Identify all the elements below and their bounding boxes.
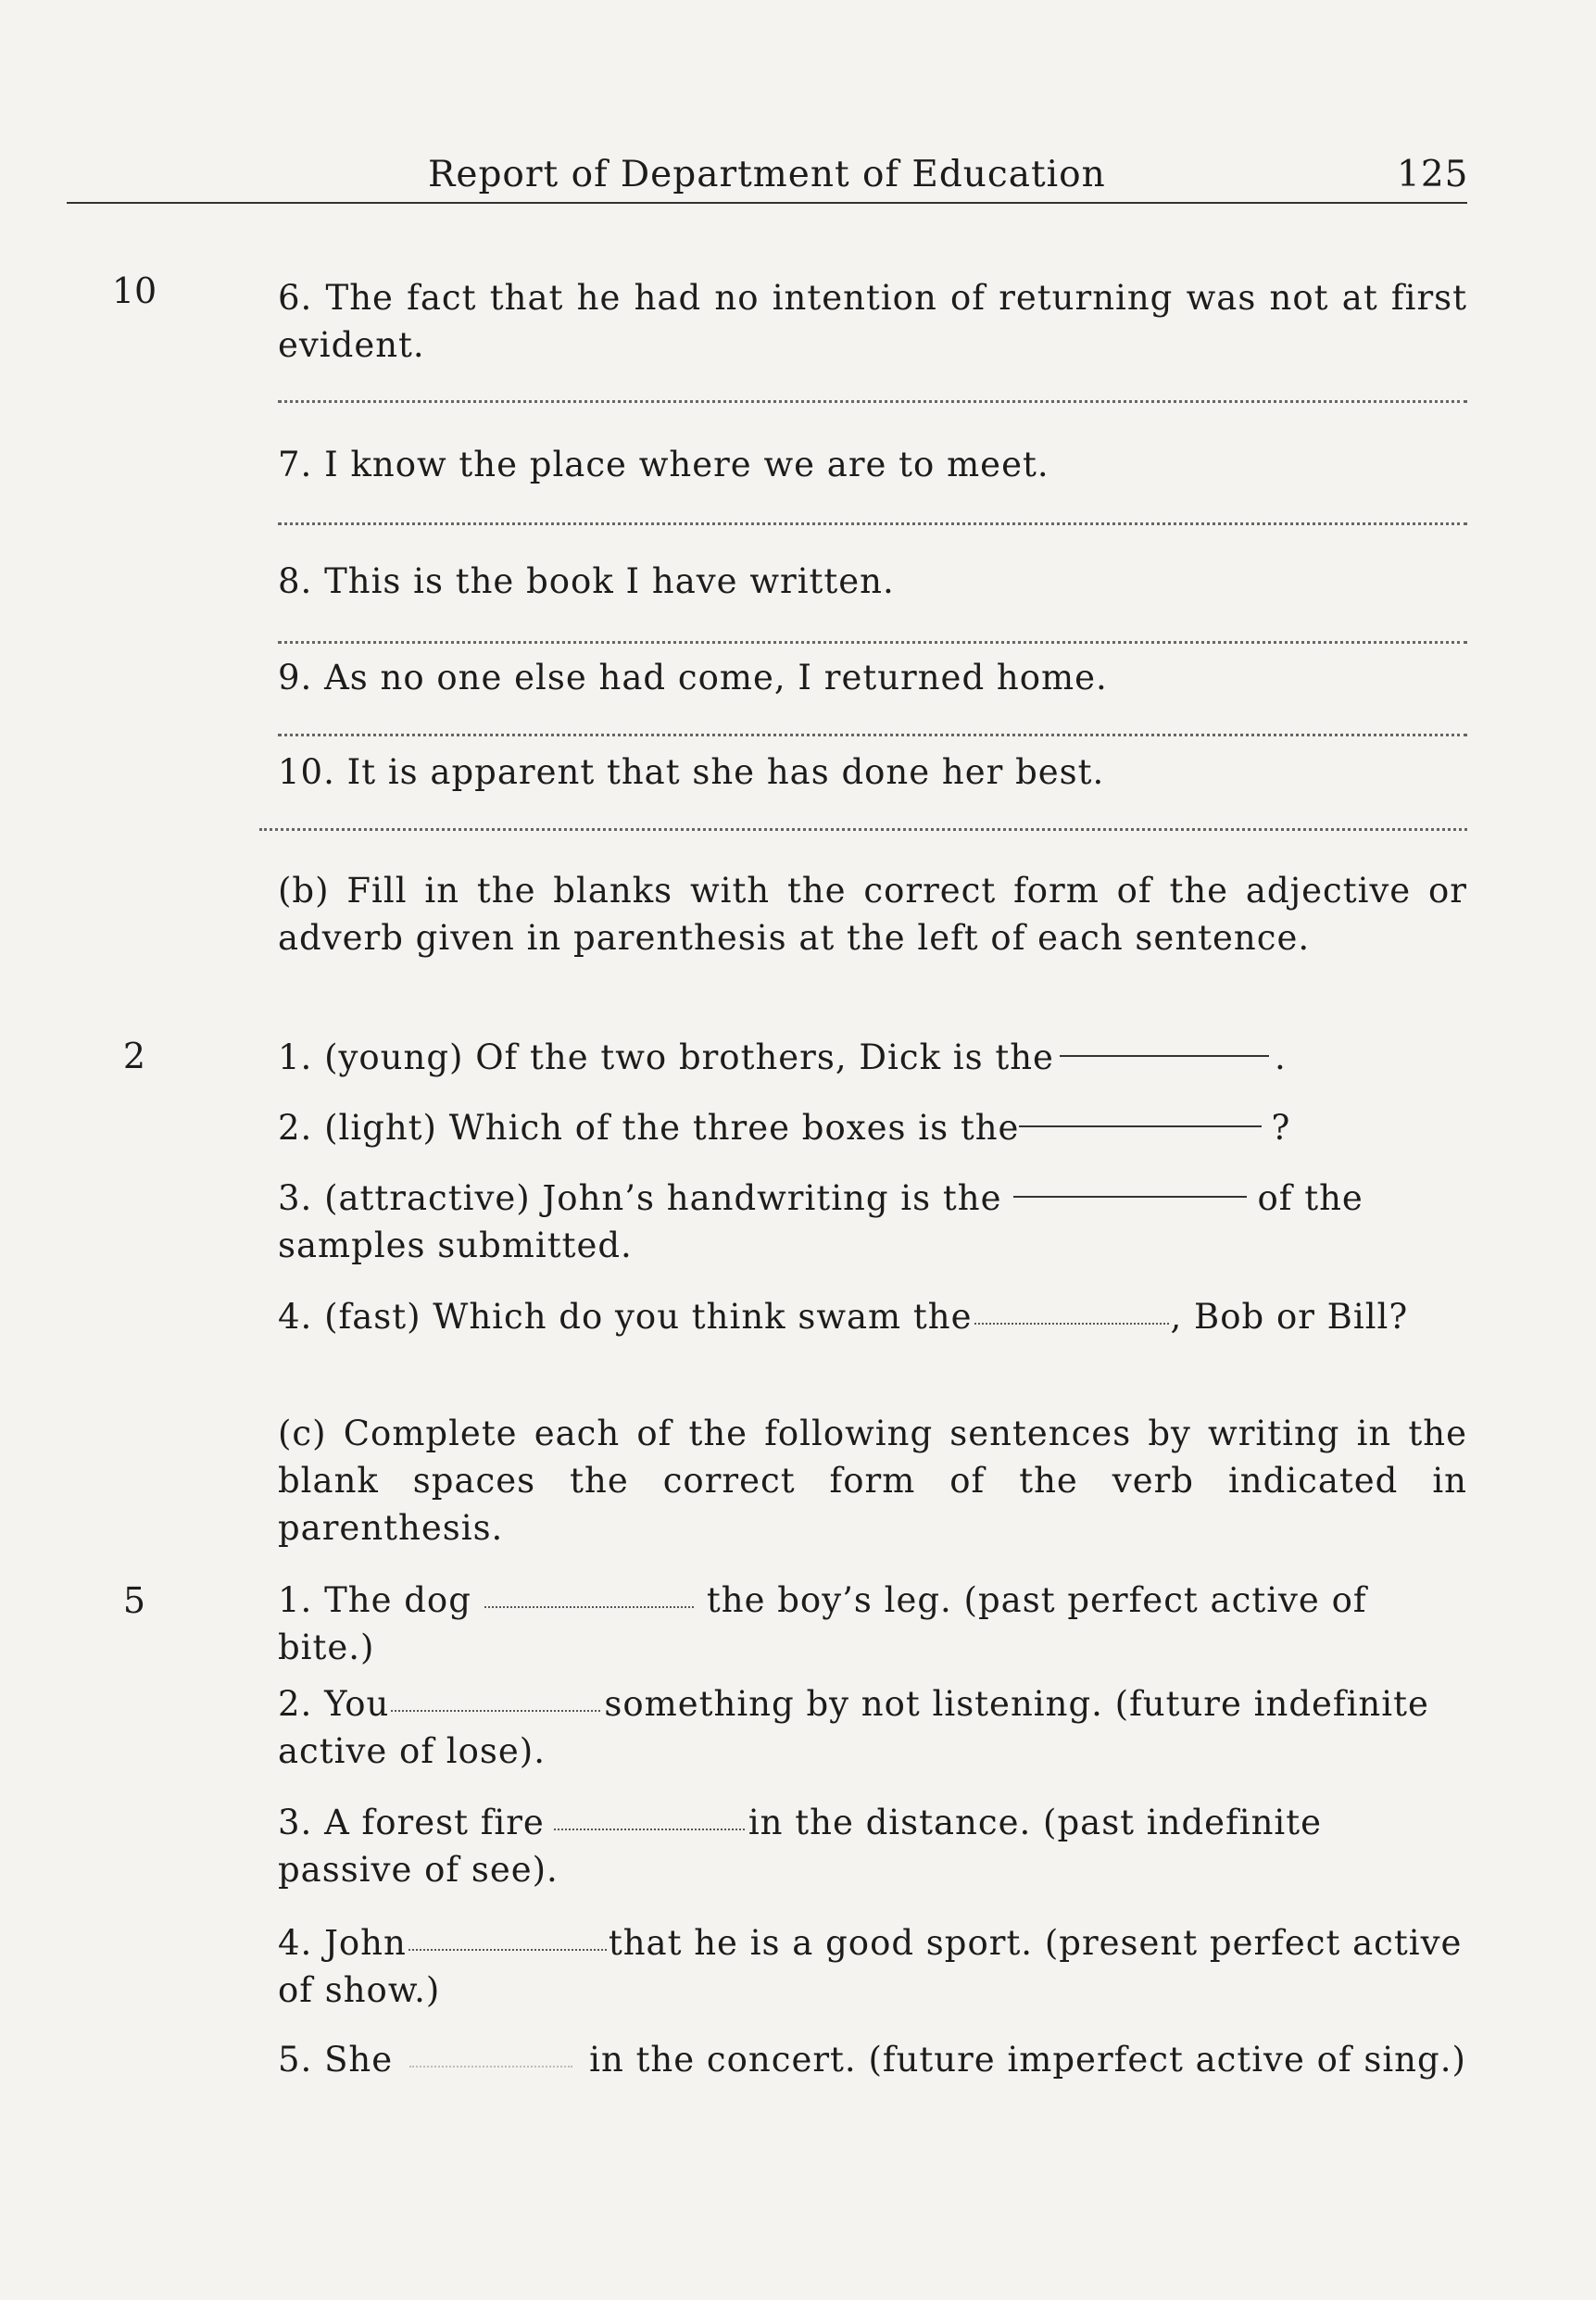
header-rule	[67, 202, 1467, 204]
fill-blank	[409, 2066, 572, 2067]
question-text: 2. You	[278, 1684, 390, 1724]
question-text: 3. (attractive) John’s handwriting is the	[278, 1178, 1002, 1218]
fill-blank	[1013, 1196, 1247, 1198]
margin-points-part-a: 10	[111, 270, 157, 311]
fill-blank	[554, 1829, 745, 1830]
question-text: the boy’s leg. (past perfect active of bite.)	[278, 1580, 1367, 1667]
fill-blank	[391, 1710, 600, 1712]
part-b-question-2	[278, 1104, 1467, 1151]
question-text: that he is a good sport. (present perfect active of show.)	[278, 1923, 1463, 2010]
question-text: 4. (fast) Which do you think swam the	[278, 1297, 973, 1337]
question-text: in the concert. (future imperfect active of sing.)	[589, 2040, 1466, 2080]
fill-blank	[1019, 1125, 1262, 1127]
part-c-instruction: (c) Complete each of the following sentences by writing in the blank spaces the correct form of the verb indicated in parenthesis.	[278, 1414, 1467, 1548]
question-text: , Bob or Bill?	[1170, 1297, 1409, 1337]
part-a-item-8: 8. This is the book I have written.	[278, 561, 895, 601]
fill-blank	[408, 1949, 607, 1951]
question-text: 3. A forest fire	[278, 1803, 545, 1842]
part-b-question-4	[278, 1293, 1467, 1340]
part-a-item-6: 6. The fact that he had no intention of returning was not at first evident.	[278, 278, 1467, 365]
question-text: in the distance. (past indefinite passive of see).	[278, 1803, 1323, 1890]
question-text: 4. John	[278, 1923, 407, 1963]
question-text: 1. The dog	[278, 1580, 471, 1620]
question-text: 5. She	[278, 2040, 394, 2080]
page-number: 125	[1397, 154, 1469, 195]
answer-line	[278, 400, 1467, 403]
part-c-question-1	[278, 1577, 1467, 1671]
question-text: something by not listening. (future indefinite active of lose).	[278, 1684, 1429, 1771]
part-c-question-5	[278, 2036, 1467, 2083]
part-a-item-10: 10. It is apparent that she has done her best.	[278, 752, 1105, 792]
margin-points-part-b: 2	[122, 1036, 146, 1076]
part-a-item-9: 9. As no one else had come, I returned home.	[278, 658, 1108, 698]
part-c-question-2	[278, 1680, 1467, 1775]
running-header-title: Report of Department of Education	[428, 154, 1106, 195]
part-a-item-7: 7. I know the place where we are to meet.	[278, 445, 1049, 484]
fill-blank	[484, 1606, 694, 1608]
answer-line	[278, 522, 1467, 525]
fill-blank	[974, 1323, 1169, 1325]
part-c-question-4	[278, 1919, 1467, 2014]
answer-line	[278, 734, 1467, 736]
answer-line	[259, 828, 1467, 831]
question-text: ?	[1271, 1108, 1291, 1148]
part-c-question-3	[278, 1799, 1467, 1893]
question-text: 1. (young) Of the two brothers, Dick is the	[278, 1037, 1054, 1077]
part-b-question-3	[278, 1175, 1467, 1269]
part-b-question-1	[278, 1034, 1467, 1081]
fill-blank	[1060, 1055, 1269, 1057]
question-text: 2. (light) Which of the three boxes is the	[278, 1108, 1020, 1148]
question-text: .	[1274, 1037, 1287, 1077]
answer-line	[278, 641, 1467, 644]
question-text: of the samples submitted.	[278, 1178, 1364, 1265]
margin-points-part-c: 5	[122, 1580, 146, 1621]
part-b-instruction: (b) Fill in the blanks with the correct form of the adjective or adverb given in parenthesis at the left of each sentence.	[278, 871, 1467, 958]
